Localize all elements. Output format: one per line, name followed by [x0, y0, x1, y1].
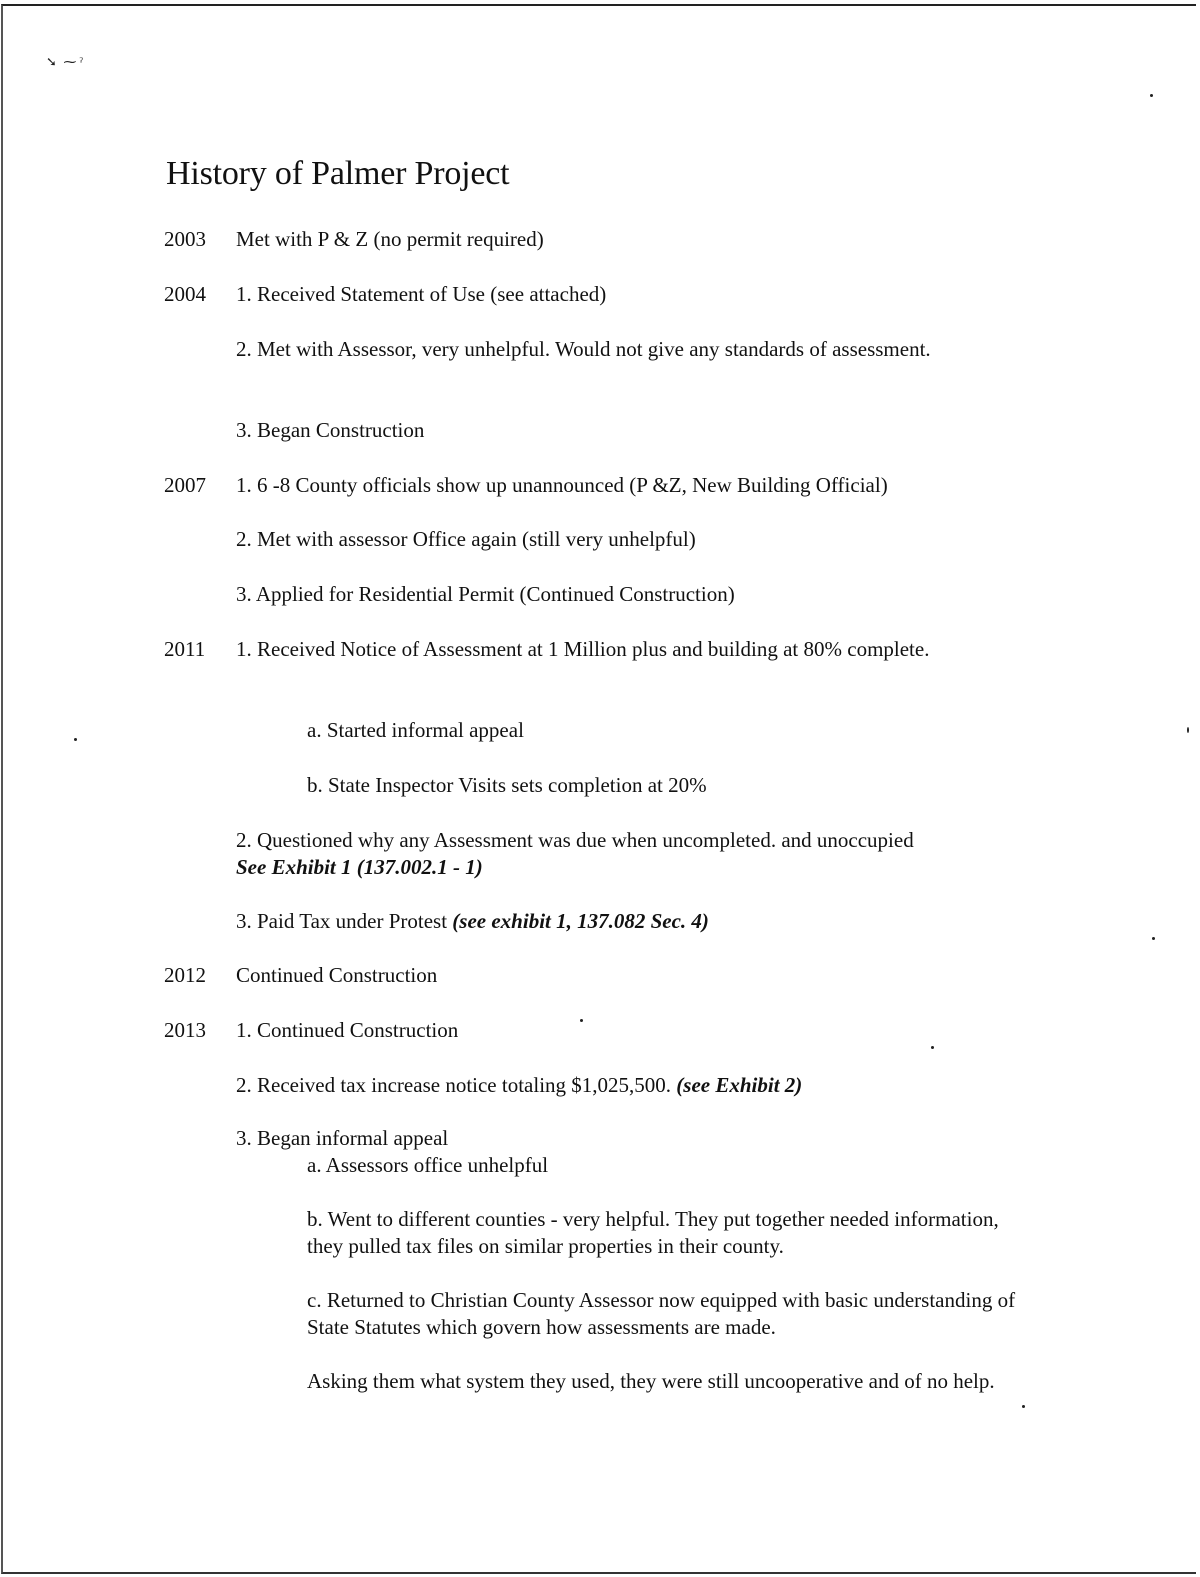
scan-speck: [74, 738, 77, 741]
entry-line: [236, 908, 709, 935]
year-label: 2007: [164, 473, 206, 497]
entry-text: 1. 6 -8 County officials show up unannounced (P &Z, New Building Official): [236, 473, 888, 497]
scan-speck: [1022, 1405, 1025, 1408]
sub-entry-text: a. Started informal appeal: [307, 718, 524, 742]
scan-speck: [1150, 94, 1153, 97]
sub-entry-text: c. Returned to Christian County Assessor now equipped with basic understanding of State Statutes which govern how assessments are made.: [307, 1288, 1016, 1339]
scan-speck: [580, 1019, 583, 1022]
year-label: 2003: [164, 227, 206, 251]
entry-line: [236, 1072, 802, 1099]
entry-text: 2. Met with assessor Office again (still very unhelpful): [236, 527, 696, 551]
entry-text: 3. Began informal appeal: [236, 1126, 449, 1150]
sub-entry-text: Asking them what system they used, they were still uncooperative and of no help.: [307, 1369, 995, 1393]
sub-entry-text: b. State Inspector Visits sets completion at 20%: [307, 773, 707, 797]
document-title: History of Palmer Project: [166, 155, 510, 192]
exhibit-reference: (see exhibit 1, 137.082 Sec. 4): [452, 909, 709, 933]
exhibit-reference: See Exhibit 1 (137.002.1 - 1): [236, 855, 483, 879]
exhibit-reference: (see Exhibit 2): [676, 1073, 803, 1097]
sub-entry-text: a. Assessors office unhelpful: [307, 1153, 549, 1177]
year-label: 2011: [164, 637, 206, 661]
entry-text: Met with P & Z (no permit required): [236, 227, 544, 251]
entry-text: 3. Began Construction: [236, 418, 425, 442]
scan-speck: [1152, 937, 1155, 940]
scan-speck: [1187, 727, 1189, 733]
entry-text: 1. Received Statement of Use (see attached): [236, 282, 607, 306]
entry-text: 1. Received Notice of Assessment at 1 Million plus and building at 80% complete.: [236, 637, 930, 661]
year-label: 2013: [164, 1018, 206, 1042]
entry-text: 1. Continued Construction: [236, 1018, 459, 1042]
entry-text: 3. Paid Tax under Protest: [236, 909, 453, 933]
year-label: 2012: [164, 963, 206, 987]
scan-speck: [931, 1046, 934, 1049]
entry-text: Continued Construction: [236, 963, 438, 987]
entry-text: 2. Received tax increase notice totaling $1,025,500.: [236, 1073, 677, 1097]
entry-text: 2. Met with Assessor, very unhelpful. Would not give any standards of assessment.: [236, 337, 931, 361]
entry-text: 3. Applied for Residential Permit (Continued Construction): [236, 582, 735, 606]
year-label: 2004: [164, 282, 206, 306]
entry-text: 2. Questioned why any Assessment was due when uncompleted. and unoccupied: [236, 828, 914, 852]
scan-mark: ➘ ⁓ ˀ: [46, 54, 83, 69]
sub-entry-text: b. Went to different counties - very helpful. They put together needed information, they pulled tax files on similar properties in their county.: [307, 1207, 999, 1258]
